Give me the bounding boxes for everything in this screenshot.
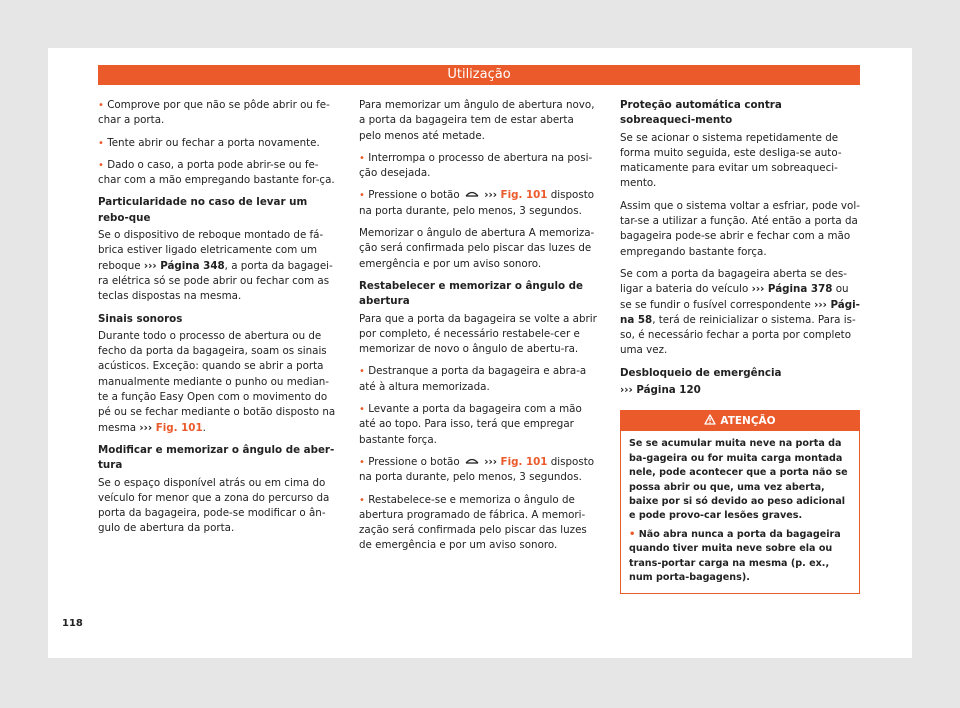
bullet-icon: • bbox=[359, 152, 365, 164]
list-item bbox=[359, 455, 599, 486]
section-heading: Particularidade no caso de levar um rebo-que bbox=[98, 196, 308, 224]
list-item-text: Pressione o botão bbox=[368, 189, 460, 202]
section-header: Utilização bbox=[98, 65, 860, 85]
paragraph bbox=[620, 267, 860, 359]
paragraph-text: Durante todo o processo de abertura ou de fecho da porta da bagageira, soam os sinais acústicos. Exceção: quando se abrir a porta manualmente mediante o punho ou median-te a função Easy Open com o movimento do pé ou se fechar mediante o botão disposto na mesma bbox=[98, 329, 336, 434]
link-text: Página 348 bbox=[160, 259, 225, 272]
cross-reference-link[interactable] bbox=[752, 283, 833, 295]
cross-reference-link[interactable] bbox=[144, 260, 225, 272]
bullet-icon: • bbox=[359, 404, 365, 416]
arrow-icon: ››› bbox=[139, 421, 153, 434]
section-heading: Desbloqueio de emergência bbox=[620, 366, 782, 379]
list-item-text: Interrompa o processo de abertura na posi-ção desejada. bbox=[359, 151, 593, 180]
warning-box bbox=[620, 410, 860, 594]
arrow-icon: ››› bbox=[143, 259, 157, 272]
list-item-text: Levante a porta da bagageira com a mão até ao topo. Para isso, terá que empregar bastante força. bbox=[359, 403, 582, 446]
warning-body bbox=[621, 431, 859, 593]
list-item bbox=[359, 188, 599, 219]
paragraph-text: Se com a porta da bagageira aberta se des-ligar a bateria do veículo bbox=[620, 267, 847, 296]
list-item bbox=[359, 151, 599, 182]
arrow-icon: ››› bbox=[484, 455, 497, 468]
list-item-text: disposto na porta durante, pelo menos, 3 segundos. bbox=[359, 455, 595, 484]
paragraph: Memorizar o ângulo de abertura A memoriza-ção será confirmada pelo piscar das luzes de emergência e por um aviso sonoro. bbox=[359, 227, 595, 270]
link-text: Página 120 bbox=[636, 384, 701, 397]
figure-reference-link[interactable] bbox=[139, 422, 202, 434]
paragraph bbox=[98, 329, 338, 436]
bullet-icon: • bbox=[98, 100, 104, 111]
warning-text: Se se acumular muita neve na porta da ba-gageira ou for muita carga montada nele, pode acontecer que a porta não se possa abrir ou que, uma vez aberta, baixe por si só devido ao peso adicional e pode provo-car lesões graves. bbox=[629, 438, 848, 522]
arrow-icon: ››› bbox=[620, 384, 633, 397]
bullet-icon: • bbox=[98, 137, 104, 149]
paragraph-text: , terá de reinicializar o sistema. Para is-so, é necessário fechar a porta por completo uma vez. bbox=[620, 313, 856, 357]
list-item-text: Dado o caso, a porta pode abrir-se ou fe-char com a mão empregando bastante for-ça. bbox=[98, 158, 335, 187]
warning-triangle-icon bbox=[704, 414, 716, 425]
column-3 bbox=[620, 98, 860, 594]
figure-reference-link[interactable] bbox=[484, 456, 547, 468]
bullet-icon: • bbox=[359, 456, 365, 468]
paragraph: Para que a porta da bagageira se volte a abrir por completo, é necessário restabele-cer e memorizar de novo o ângulo de abertu-ra. bbox=[359, 312, 597, 356]
paragraph-text: ou se se fundir o fusível correspondente bbox=[620, 283, 849, 311]
section-heading: Restabelecer e memorizar o ângulo de abertura bbox=[359, 279, 584, 308]
warning-header bbox=[621, 411, 859, 431]
arrow-icon: ››› bbox=[814, 298, 827, 311]
paragraph-text: . bbox=[202, 421, 206, 434]
link-text: Pági-na 58 bbox=[620, 298, 860, 326]
list-item-text: disposto na porta durante, pelo menos, 3 segundos. bbox=[359, 189, 595, 217]
bullet-icon: • bbox=[359, 494, 365, 506]
paragraph: Se se acionar o sistema repetidamente de forma muito seguida, este desliga-se auto-maticamente para evitar um sobreaqueci-mento. bbox=[620, 131, 842, 190]
paragraph: Assim que o sistema voltar a esfriar, pode vol-tar-se a utilizar a função. Até então a porta da bagageira pode-se abrir e fechar com a mão empregando bastante força. bbox=[620, 199, 860, 258]
list-item bbox=[359, 364, 599, 395]
bullet-icon: • bbox=[359, 366, 365, 378]
bullet-icon: • bbox=[98, 159, 104, 171]
bullet-icon: • bbox=[359, 190, 365, 202]
section-heading: Proteção automática contra sobreaqueci-mento bbox=[620, 99, 782, 127]
list-item bbox=[98, 158, 338, 189]
list-item bbox=[629, 528, 851, 586]
section-heading: Sinais sonoros bbox=[98, 312, 183, 325]
tailgate-button-icon bbox=[465, 190, 479, 198]
section-heading: Modificar e memorizar o ângulo de aber-tura bbox=[98, 443, 335, 472]
bullet-icon: • bbox=[629, 528, 636, 540]
paragraph bbox=[620, 383, 860, 398]
column-1 bbox=[98, 98, 338, 544]
arrow-icon: ››› bbox=[484, 189, 497, 202]
list-item-text: Destranque a porta da bagageira e abra-a até à altura memorizada. bbox=[359, 365, 587, 393]
tailgate-button-icon bbox=[465, 457, 479, 465]
paragraph-text: , a porta da bagagei-ra elétrica só se pode abrir ou fechar com as teclas dispostas na mesma. bbox=[98, 259, 333, 303]
column-2 bbox=[359, 98, 599, 561]
list-item-text: Restabelece-se e memoriza o ângulo de abertura programado de fábrica. A memori-zação será confirmada pelo piscar das luzes de emergência e por um aviso sonoro. bbox=[359, 493, 587, 552]
warning-title: ATENÇÃO bbox=[720, 415, 776, 428]
paragraph: Para memorizar um ângulo de abertura novo, a porta da bagageira tem de estar aberta pelo menos até metade. bbox=[359, 99, 595, 142]
list-item bbox=[98, 98, 338, 129]
cross-reference-link[interactable] bbox=[620, 384, 701, 396]
paragraph bbox=[98, 228, 338, 304]
paragraph: Se o espaço disponível atrás ou em cima do veículo for menor que a zona do percurso da porta da bagageira, pode-se modificar o ân-gulo de abertura da porta. bbox=[98, 476, 330, 535]
link-text: Fig. 101 bbox=[155, 421, 203, 434]
figure-reference-link[interactable] bbox=[484, 189, 547, 201]
link-text: Página 378 bbox=[767, 283, 833, 296]
list-item-text: Não abra nunca a porta da bagageira quando tiver muita neve sobre ela ou trans-portar carga na mesma (p. ex., num porta-bagagens). bbox=[629, 528, 841, 583]
link-text: Fig. 101 bbox=[500, 189, 548, 202]
list-item-text: Comprove por que não se pôde abrir ou fe-char a porta. bbox=[98, 99, 330, 127]
list-item bbox=[98, 136, 338, 151]
list-item bbox=[359, 402, 599, 448]
list-item-text: Pressione o botão bbox=[368, 455, 460, 468]
arrow-icon: ››› bbox=[751, 283, 765, 296]
paragraph-text: Se o dispositivo de reboque montado de fá-brica estiver ligado eletricamente com um reboque bbox=[98, 229, 324, 272]
list-item bbox=[359, 493, 599, 554]
list-item-text: Tente abrir ou fechar a porta novamente. bbox=[107, 136, 320, 149]
link-text: Fig. 101 bbox=[500, 455, 548, 468]
page-number: 118 bbox=[62, 618, 83, 629]
